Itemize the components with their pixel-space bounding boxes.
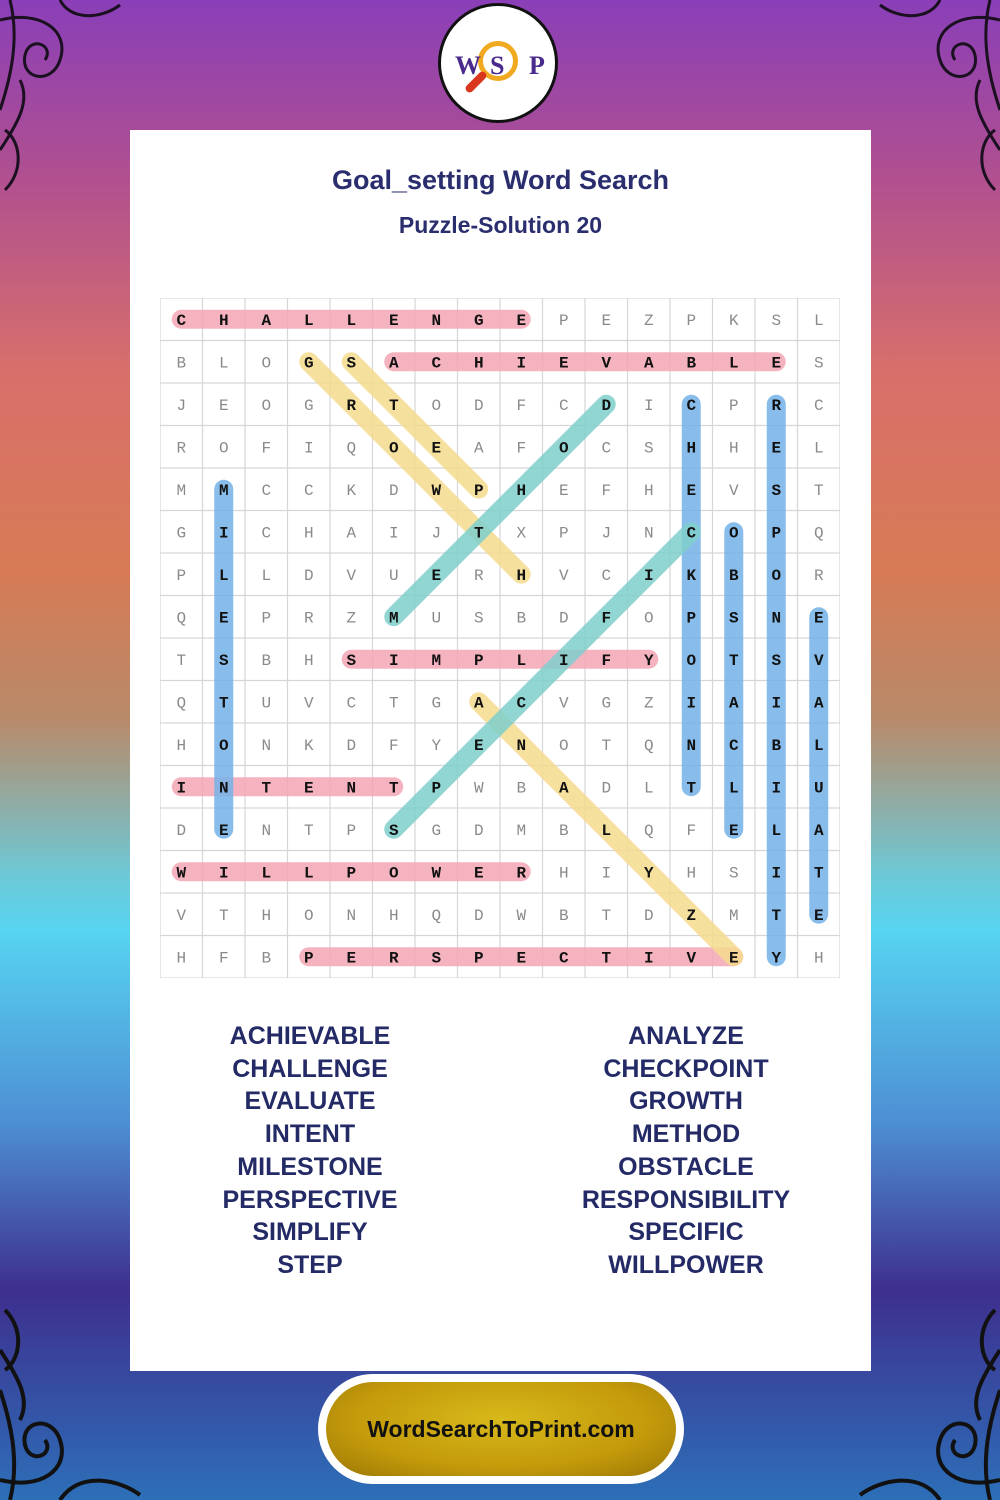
grid-letter[interactable]: G xyxy=(176,524,187,543)
grid-letter[interactable]: E xyxy=(558,481,569,500)
grid-letter[interactable]: I xyxy=(303,439,314,458)
grid-letter[interactable]: T xyxy=(473,524,484,543)
grid-letter[interactable]: H xyxy=(686,439,697,458)
grid-letter[interactable]: R xyxy=(771,396,782,415)
grid-letter[interactable]: D xyxy=(303,566,314,585)
grid-letter[interactable]: G xyxy=(303,396,314,415)
grid-letter[interactable]: Y xyxy=(643,864,654,883)
grid-letter[interactable]: R xyxy=(176,439,187,458)
grid-letter[interactable]: P xyxy=(558,311,569,330)
grid-letter[interactable]: T xyxy=(218,906,229,925)
grid-letter[interactable]: O xyxy=(558,439,569,458)
grid-letter[interactable]: O xyxy=(643,609,654,628)
grid-letter[interactable]: C xyxy=(346,694,357,713)
grid-letter[interactable]: T xyxy=(176,651,187,670)
grid-letter[interactable]: T xyxy=(601,736,612,755)
grid-letter[interactable]: C xyxy=(558,949,569,968)
grid-letter[interactable]: Z xyxy=(686,906,697,925)
grid-letter[interactable]: O xyxy=(218,439,229,458)
word-list-item: CHECKPOINT xyxy=(603,1054,769,1083)
grid-letter[interactable]: S xyxy=(771,651,782,670)
grid-letter[interactable]: O xyxy=(218,736,229,755)
grid-letter[interactable]: H xyxy=(473,354,484,373)
grid-letter[interactable]: O xyxy=(261,354,272,373)
grid-letter[interactable]: L xyxy=(771,821,782,840)
grid-letter[interactable]: F xyxy=(218,949,229,968)
grid-letter[interactable]: Q xyxy=(346,439,357,458)
grid-letter[interactable]: P xyxy=(473,481,484,500)
grid-letter[interactable]: E xyxy=(303,779,314,798)
grid-letter[interactable]: F xyxy=(601,481,612,500)
grid-letter[interactable]: L xyxy=(261,566,272,585)
grid-letter[interactable]: E xyxy=(388,311,399,330)
grid-letter[interactable]: O xyxy=(388,864,399,883)
grid-letter[interactable]: C xyxy=(813,396,824,415)
grid-letter[interactable]: I xyxy=(643,949,654,968)
grid-letter[interactable]: L xyxy=(261,864,272,883)
grid-letter[interactable]: B xyxy=(686,354,697,373)
grid-letter[interactable]: I xyxy=(601,864,612,883)
word-list-item: INTENT xyxy=(264,1120,356,1149)
grid-letter[interactable]: P xyxy=(473,651,484,670)
grid-letter[interactable]: A xyxy=(813,694,824,713)
grid-letter[interactable]: K xyxy=(728,311,739,330)
grid-letter[interactable]: I xyxy=(176,779,187,798)
word-list-item: RESPONSIBILITY xyxy=(581,1185,791,1214)
grid-letter[interactable]: T xyxy=(388,396,399,415)
grid-letter[interactable]: V xyxy=(686,949,697,968)
grid-letter[interactable]: S xyxy=(813,354,824,373)
grid-letter[interactable]: T xyxy=(303,821,314,840)
grid-letter[interactable]: E xyxy=(728,821,739,840)
grid-letter[interactable]: P xyxy=(728,396,739,415)
grid-letter[interactable]: S xyxy=(728,609,739,628)
grid-letter[interactable]: Q xyxy=(431,906,442,925)
grid-letter[interactable]: B xyxy=(558,906,569,925)
grid-letter[interactable]: C xyxy=(686,524,697,543)
grid-letter[interactable]: N xyxy=(261,736,272,755)
grid-letter[interactable]: H xyxy=(686,864,697,883)
grid-letter[interactable]: D xyxy=(643,906,654,925)
grid-letter[interactable]: V xyxy=(303,694,314,713)
grid-letter[interactable]: Y xyxy=(643,651,654,670)
grid-letter[interactable]: N xyxy=(346,906,357,925)
grid-letter[interactable]: L xyxy=(813,311,824,330)
grid-letter[interactable]: E xyxy=(813,906,824,925)
grid-letter[interactable]: T xyxy=(388,694,399,713)
grid-letter[interactable]: T xyxy=(601,949,612,968)
grid-letter[interactable]: O xyxy=(686,651,697,670)
grid-letter[interactable]: N xyxy=(261,821,272,840)
grid-letter[interactable]: P xyxy=(771,524,782,543)
grid-letter[interactable]: V xyxy=(176,906,187,925)
grid-letter[interactable]: L xyxy=(728,779,739,798)
grid-letter[interactable]: W xyxy=(516,906,527,925)
logo-letter-p: P xyxy=(529,51,545,80)
word-list-left xyxy=(130,1020,490,1282)
grid-letter[interactable]: D xyxy=(473,396,484,415)
grid-letter[interactable]: B xyxy=(176,354,187,373)
grid-letter[interactable]: A xyxy=(643,354,654,373)
grid-letter[interactable]: J xyxy=(431,524,442,543)
grid-canvas xyxy=(160,298,840,978)
grid-letter[interactable]: L xyxy=(601,821,612,840)
grid-letter[interactable]: J xyxy=(176,396,187,415)
word-search-grid xyxy=(160,298,840,978)
grid-letter[interactable]: Q xyxy=(176,609,187,628)
grid-letter[interactable]: B xyxy=(516,779,527,798)
grid-letter[interactable]: D xyxy=(473,821,484,840)
grid-letter[interactable]: A xyxy=(813,821,824,840)
grid-letter[interactable]: A xyxy=(728,694,739,713)
grid-letter[interactable]: P xyxy=(346,864,357,883)
grid-letter[interactable]: V xyxy=(813,651,824,670)
ornament-top-right-icon xyxy=(850,0,1000,210)
grid-letter[interactable]: V xyxy=(558,694,569,713)
grid-letter[interactable]: C xyxy=(261,524,272,543)
word-list-item: ANALYZE xyxy=(628,1022,744,1050)
grid-letter[interactable]: E xyxy=(813,609,824,628)
grid-letter[interactable]: H xyxy=(218,311,229,330)
grid-letter[interactable]: V xyxy=(601,354,612,373)
grid-letter[interactable]: F xyxy=(516,439,527,458)
grid-letter[interactable]: H xyxy=(516,566,527,585)
grid-letter[interactable]: I xyxy=(218,524,229,543)
grid-letter[interactable]: H xyxy=(813,949,824,968)
word-list-right xyxy=(506,1020,866,1282)
grid-letter[interactable]: N xyxy=(686,736,697,755)
grid-letter[interactable]: A xyxy=(473,439,484,458)
grid-letter[interactable]: I xyxy=(771,694,782,713)
word-list-item: OBSTACLE xyxy=(618,1152,754,1181)
grid-letter[interactable]: I xyxy=(643,396,654,415)
grid-letter[interactable]: D xyxy=(473,906,484,925)
grid-letter[interactable]: S xyxy=(771,311,782,330)
grid-letter[interactable]: P xyxy=(176,566,187,585)
grid-letter[interactable]: L xyxy=(728,354,739,373)
grid-letter[interactable]: E xyxy=(771,439,782,458)
page-subtitle: Puzzle-Solution 20 xyxy=(398,212,603,238)
grid-letter[interactable]: W xyxy=(431,864,442,883)
grid-letter[interactable]: Z xyxy=(643,694,654,713)
grid-letter[interactable]: T xyxy=(771,906,782,925)
grid-letter[interactable]: I xyxy=(771,864,782,883)
grid-letter[interactable]: P xyxy=(686,609,697,628)
grid-letter[interactable]: K xyxy=(303,736,314,755)
grid-letter[interactable]: C xyxy=(601,566,612,585)
grid-letter[interactable]: C xyxy=(558,396,569,415)
grid-letter[interactable]: S xyxy=(218,651,229,670)
word-list-item: MILESTONE xyxy=(237,1152,383,1181)
grid-letter[interactable]: C xyxy=(303,481,314,500)
grid-letter[interactable]: N xyxy=(516,736,527,755)
grid-letter[interactable]: O xyxy=(388,439,399,458)
grid-letter[interactable]: T xyxy=(813,864,824,883)
grid-letter[interactable]: I xyxy=(516,354,527,373)
grid-letter[interactable]: P xyxy=(473,949,484,968)
grid-letter[interactable]: V xyxy=(346,566,357,585)
grid-letter[interactable]: M xyxy=(176,481,187,500)
grid-letter[interactable]: H xyxy=(176,949,187,968)
grid-letter[interactable]: H xyxy=(176,736,187,755)
grid-letter[interactable]: R xyxy=(813,566,824,585)
grid-letter[interactable]: M xyxy=(431,651,442,670)
grid-letter[interactable]: A xyxy=(388,354,399,373)
word-list-item: EVALUATE xyxy=(244,1087,376,1116)
grid-letter[interactable]: M xyxy=(728,906,739,925)
grid-letter[interactable]: P xyxy=(303,949,314,968)
grid-letter[interactable]: I xyxy=(218,864,229,883)
word-list-item: GROWTH xyxy=(629,1087,743,1116)
grid-letter[interactable]: E xyxy=(558,354,569,373)
site-logo[interactable] xyxy=(438,3,558,123)
grid-letter[interactable]: I xyxy=(643,566,654,585)
grid-letter[interactable]: R xyxy=(346,396,357,415)
grid-letter[interactable]: W xyxy=(176,864,187,883)
grid-letter[interactable]: G xyxy=(303,354,314,373)
grid-letter[interactable]: E xyxy=(473,864,484,883)
grid-letter[interactable]: J xyxy=(601,524,612,543)
grid-letter[interactable]: C xyxy=(176,311,187,330)
grid-letter[interactable]: P xyxy=(346,821,357,840)
grid-letter[interactable]: D xyxy=(601,779,612,798)
ornament-bottom-left-icon xyxy=(0,1290,150,1500)
grid-letter[interactable]: B xyxy=(261,651,272,670)
grid-letter[interactable]: V xyxy=(558,566,569,585)
grid-letter[interactable]: P xyxy=(558,524,569,543)
grid-letter[interactable]: L xyxy=(813,439,824,458)
word-list-item: SIMPLIFY xyxy=(252,1218,368,1247)
ornament-top-left-icon xyxy=(0,0,150,210)
grid-letter[interactable]: S xyxy=(643,439,654,458)
grid-letter[interactable]: H xyxy=(558,864,569,883)
grid-letter[interactable]: F xyxy=(516,396,527,415)
word-list-item: CHALLENGE xyxy=(232,1054,388,1083)
grid-letter[interactable]: H xyxy=(388,906,399,925)
grid-letter[interactable]: U xyxy=(261,694,272,713)
word-list-item: ACHIEVABLE xyxy=(229,1022,391,1050)
grid-letter[interactable]: N xyxy=(643,524,654,543)
grid-letter[interactable]: O xyxy=(431,396,442,415)
word-list-item: PERSPECTIVE xyxy=(222,1185,398,1214)
grid-letter[interactable]: T xyxy=(601,906,612,925)
grid-letter[interactable]: H xyxy=(303,524,314,543)
grid-letter[interactable]: P xyxy=(686,311,697,330)
grid-letter[interactable]: C xyxy=(601,439,612,458)
grid-letter[interactable]: L xyxy=(218,566,229,585)
grid-letter[interactable]: I xyxy=(771,779,782,798)
grid-letter[interactable]: B xyxy=(728,566,739,585)
grid-letter[interactable]: B xyxy=(516,609,527,628)
grid-letter[interactable]: S xyxy=(771,481,782,500)
grid-letter[interactable]: D xyxy=(388,481,399,500)
grid-letter[interactable]: S xyxy=(728,864,739,883)
grid-letter[interactable]: R xyxy=(516,864,527,883)
grid-letter[interactable]: I xyxy=(388,651,399,670)
grid-letter[interactable]: Q xyxy=(643,736,654,755)
grid-letter[interactable]: C xyxy=(728,736,739,755)
grid-letter[interactable]: R xyxy=(388,949,399,968)
grid-letter[interactable]: Z xyxy=(346,609,357,628)
grid-letter[interactable]: F xyxy=(686,821,697,840)
grid-letter[interactable]: M xyxy=(516,821,527,840)
grid-letter[interactable]: E xyxy=(346,949,357,968)
grid-letter[interactable]: E xyxy=(728,949,739,968)
puzzle-card xyxy=(130,130,871,1371)
footer-banner[interactable] xyxy=(318,1374,684,1484)
grid-letter[interactable]: D xyxy=(176,821,187,840)
grid-letter[interactable]: D xyxy=(346,736,357,755)
grid-letter[interactable]: I xyxy=(558,651,569,670)
page-title: Goal_setting Word Search xyxy=(331,165,670,195)
grid-letter[interactable]: S xyxy=(473,609,484,628)
grid-letter[interactable]: E xyxy=(431,439,442,458)
grid-letter[interactable]: O xyxy=(261,396,272,415)
grid-letter[interactable]: E xyxy=(218,396,229,415)
grid-letter[interactable]: F xyxy=(261,439,272,458)
grid-letter[interactable]: C xyxy=(686,396,697,415)
grid-letter[interactable]: W xyxy=(431,481,442,500)
word-list-item: STEP xyxy=(277,1250,343,1279)
grid-letter[interactable]: L xyxy=(643,779,654,798)
grid-letter[interactable]: G xyxy=(601,694,612,713)
grid-letter[interactable]: M xyxy=(218,481,229,500)
grid-letter[interactable]: H xyxy=(261,906,272,925)
grid-letter[interactable]: G xyxy=(431,821,442,840)
grid-letter[interactable]: H xyxy=(728,439,739,458)
grid-letter[interactable]: E xyxy=(473,736,484,755)
grid-letter[interactable]: E xyxy=(516,949,527,968)
grid-letter[interactable]: A xyxy=(346,524,357,543)
grid-letter[interactable]: F xyxy=(601,651,612,670)
grid-letter[interactable]: L xyxy=(218,354,229,373)
grid-letter[interactable]: I xyxy=(388,524,399,543)
grid-letter[interactable]: L xyxy=(813,736,824,755)
grid-letter[interactable]: E xyxy=(601,311,612,330)
grid-letter[interactable]: S xyxy=(346,651,357,670)
grid-letter[interactable]: C xyxy=(516,694,527,713)
grid-letter[interactable]: D xyxy=(558,609,569,628)
grid-letter[interactable]: S xyxy=(346,354,357,373)
grid-letter[interactable]: H xyxy=(303,651,314,670)
grid-letter[interactable]: E xyxy=(771,354,782,373)
grid-letter[interactable]: S xyxy=(388,821,399,840)
grid-letter[interactable]: F xyxy=(601,609,612,628)
grid-letter[interactable]: E xyxy=(218,821,229,840)
grid-letter[interactable]: M xyxy=(388,609,399,628)
grid-letter[interactable]: U xyxy=(388,566,399,585)
grid-letter[interactable]: I xyxy=(686,694,697,713)
grid-letter[interactable]: V xyxy=(728,481,739,500)
grid-letter[interactable]: L xyxy=(346,311,357,330)
grid-letter[interactable]: P xyxy=(431,779,442,798)
grid-letter[interactable]: Z xyxy=(643,311,654,330)
logo-letter-w: W xyxy=(455,51,481,80)
grid-letter[interactable]: B xyxy=(261,949,272,968)
grid-letter[interactable]: Y xyxy=(771,949,782,968)
ornament-bottom-right-icon xyxy=(850,1290,1000,1500)
grid-letter[interactable]: B xyxy=(771,736,782,755)
grid-letter[interactable]: B xyxy=(558,821,569,840)
grid-letter[interactable]: A xyxy=(473,694,484,713)
grid-letter[interactable]: K xyxy=(346,481,357,500)
grid-letter[interactable]: K xyxy=(686,566,697,585)
grid-letter[interactable]: T xyxy=(728,651,739,670)
grid-letter[interactable]: O xyxy=(728,524,739,543)
grid-letter[interactable]: E xyxy=(431,566,442,585)
word-list-item: SPECIFIC xyxy=(628,1218,744,1247)
grid-letter[interactable]: S xyxy=(431,949,442,968)
grid-letter[interactable]: T xyxy=(261,779,272,798)
grid-letter[interactable]: T xyxy=(388,779,399,798)
grid-letter[interactable]: Q xyxy=(643,821,654,840)
grid-letter[interactable]: N xyxy=(218,779,229,798)
grid-letter[interactable]: N xyxy=(771,609,782,628)
grid-letter[interactable]: N xyxy=(431,311,442,330)
grid-letter[interactable]: X xyxy=(516,524,527,543)
grid-letter[interactable]: R xyxy=(303,609,314,628)
grid-letter[interactable]: O xyxy=(558,736,569,755)
footer-link[interactable]: WordSearchToPrint.com xyxy=(367,1415,635,1442)
grid-letter[interactable]: O xyxy=(771,566,782,585)
word-list-item: METHOD xyxy=(631,1120,741,1149)
logo-letter-s: S xyxy=(490,51,505,80)
grid-letter[interactable]: L xyxy=(303,311,314,330)
grid-letter[interactable]: E xyxy=(218,609,229,628)
grid-letter[interactable]: C xyxy=(261,481,272,500)
grid-letter[interactable]: P xyxy=(261,609,272,628)
grid-letter[interactable]: H xyxy=(516,481,527,500)
grid-letter[interactable]: C xyxy=(431,354,442,373)
grid-letter[interactable]: T xyxy=(813,481,824,500)
grid-letter[interactable]: W xyxy=(473,779,484,798)
grid-letter[interactable]: Q xyxy=(176,694,187,713)
grid-letter[interactable]: G xyxy=(431,694,442,713)
grid-letter[interactable]: L xyxy=(516,651,527,670)
grid-letter[interactable]: Y xyxy=(431,736,442,755)
grid-letter[interactable]: T xyxy=(686,779,697,798)
grid-letter[interactable]: E xyxy=(516,311,527,330)
grid-letter[interactable]: D xyxy=(601,396,612,415)
grid-letter[interactable]: R xyxy=(473,566,484,585)
grid-letter[interactable]: O xyxy=(303,906,314,925)
grid-letter[interactable]: E xyxy=(686,481,697,500)
word-list-item: WILLPOWER xyxy=(608,1250,764,1279)
grid-letter[interactable]: H xyxy=(643,481,654,500)
grid-letter[interactable]: F xyxy=(388,736,399,755)
grid-letter[interactable]: Q xyxy=(813,524,824,543)
grid-letter[interactable]: U xyxy=(431,609,442,628)
grid-letter[interactable]: T xyxy=(218,694,229,713)
footer-pill[interactable] xyxy=(326,1382,676,1476)
grid-letter[interactable]: L xyxy=(303,864,314,883)
grid-letter[interactable]: U xyxy=(813,779,824,798)
grid-letter[interactable]: A xyxy=(261,311,272,330)
grid-letter[interactable]: G xyxy=(473,311,484,330)
grid-letter[interactable]: A xyxy=(558,779,569,798)
grid-letter[interactable]: N xyxy=(346,779,357,798)
